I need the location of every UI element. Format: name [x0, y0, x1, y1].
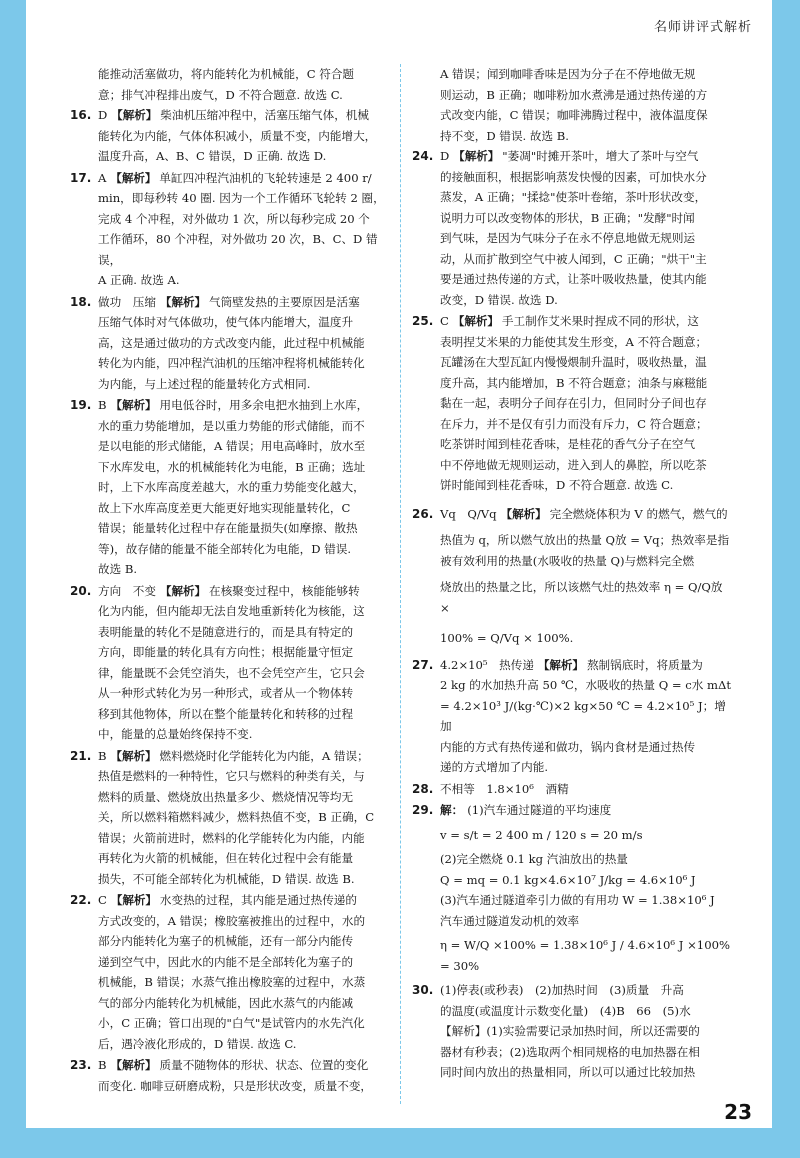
answer-30: 30. (1)停表(或秒表) (2)加热时间 (3)质量 升高 的温度(或温度计示数变化量) (4)B 66 (5)水 【解析】(1)实验需要记录加热时间，所以还需要的 器材有秒表；(2)选取两个相同规格的电加热器在相 同时间内放出的热量相同，所以可以通过比较加热 — [412, 983, 700, 1079]
answer-22: 22. C 【解析】 水变热的过程，其内能是通过热传递的 方式改变的，A 错误；橡胶塞被推出的过程中，水的 部分内能转化为塞子的机械能，还有一部分内能传 递到空气中，因此水的内能不是全部转化为塞子的 机械能，B 错误；水蒸气推出橡胶塞的过程中，水蒸 气的部分内能转化为机械能，因此水蒸气的内能减 小，C 正确；管口出现的"白气"是试管内的水先汽化 后，遇冷液化形成的，D 错误. 故选 C. — [70, 893, 366, 1051]
answer-18: 18. 做功 压缩 【解析】 气筒壁发热的主要原因是活塞 压缩气体时对气体做功，使气体内能增大，温度升 高，这是通过做功的方式改变内能，此过程中机械能 转化为内能，四冲程汽油机的压缩冲程将机械能转化 为内能，与上述过程的能量转化方式相同. — [70, 294, 365, 391]
left-column — [70, 64, 390, 1097]
answer-20: 20. 方向 不变 【解析】 在核聚变过程中，核能能够转 化为内能，但内能却无法自发地重新转化为核能，这 表明能量的转化不是随意进行的，而是具有特定的 方向，即能量的转化具有方向性；根据能量守恒定 律，能量既不会凭空消失，也不会凭空产生，它只会 从一种形式转化为另一种形式，或者从一个物体转 移到其他物体，所以在整个能量转化和转移的过程 中，能量的总量始终保持不变. — [70, 583, 365, 741]
answer-21: 21. B 【解析】 燃料燃烧时化学能转化为内能，A 错误； 热值是燃料的一种特性，它只与燃料的种类有关，与 燃料的质量、燃烧放出热量多少、燃烧情况等均无 关，所以燃料箱燃料减少，燃料热值不变，B 正确，C 错误；火箭前进时，燃料的化学能转化为内能，内能 再转化为火箭的机械能，但在转化过程中会有能量 损失，不可能全部转化为机械能，D 错误. 故选 B. — [70, 748, 375, 886]
continued-text: 能推动活塞做功，将内能转化为机械能，C 符合题 意；排气冲程排出废气，D 不符合题意. 故选 C. — [98, 67, 355, 102]
continued-text: A 错误；闻到咖啡香味是因为分子在不停地做无规 则运动，B 正确；咖啡粉加水煮沸是通过热传递的方 式改变内能，C 错误；咖啡沸腾过程中，液体温度保 持不变，D 错误. 故选 B. — [440, 67, 708, 143]
answer-16: 16. D 【解析】 柴油机压缩冲程中，活塞压缩气体，机械 能转化为内能，气体体积减小，质量不变，内能增大， 温度升高，A、B、C 错误，D 正确. 故选 D. — [70, 108, 377, 163]
answer-26: 26. Vq Q/Vq 【解析】 完全燃烧体积为 V 的燃气，燃气的 热值为 q，所以燃气放出的热量 Q放 = Vq；热效率是指 被有效利用的热量(水吸收的热量 Q)与燃料完全燃 烧放出的热量之比，所以该燃气灶的热效率 η = Q/Q放 × 100% = Q/Vq × 100%. — [412, 506, 730, 645]
answer-17: 17. A 【解析】 单缸四冲程汽油机的飞轮转速是 2 400 r/ min，即每秒转 40 圈. 因为一个工作循环飞轮转 2 圈， 完成 4 个冲程，对外做功 1 次，所以每秒完成 20 个 工作循环，80 个冲程，对外做功 20 次，B、C、D 错误， A 正确. 故选 A. — [70, 170, 385, 287]
answer-24: 24. D 【解析】 "萎凋"时摊开茶叶，增大了茶叶与空气 的接触面积，根据影响蒸发快慢的因素，可加快水分 蒸发，A 正确；"揉捻"使茶叶卷缩，茶叶形状改变， 说明力可以改变物体的形状，B 正确；"发酵"时闻 到气味，是因为气味分子在永不停息地做无规则运 动，从而扩散到空气中被人闻到，C 正确；"烘干"主 要是通过热传递的方式，让茶叶吸收热量，使其内能 改变，D 错误. 故选 D. — [412, 149, 707, 307]
page-number: 23 — [724, 1100, 752, 1124]
left-border — [0, 0, 26, 1158]
bottom-border — [0, 1128, 800, 1158]
right-border — [772, 0, 800, 1158]
answer-23: 23. B 【解析】 质量不随物体的形状、状态、位置的变化 而变化. 咖啡豆研磨成粉，只是形状改变，质量不变， — [70, 1058, 373, 1093]
answer-19: 19. B 【解析】 用电低谷时，用多余电把水抽到上水库， 水的重力势能增加，是以重力势能的形式储能，而不 是以电能的形式储能，A 错误；用电高峰时，放水至 下水库发电，水的机械能转化为电能，B 正确；选址 时，上下水库高度差越大，水的重力势能变化越大， 故上下水库高度差更大能更好地实现能量转化，C 错误；能量转化过程中存在能量损失(如摩擦、散热 等)，故存储的能量不能全部转化为电能，D 错误. 故选 B. — [70, 398, 369, 576]
column-divider — [400, 64, 401, 1104]
right-column — [412, 64, 732, 1084]
answer-28: 28. 不相等 1.8×10⁶ 酒精 — [412, 781, 569, 796]
answer-25: 25. C 【解析】 手工制作艾米果时捏成不同的形状，这 表明捏艾米果的力能使其发生形变，A 不符合题意； 瓦罐汤在大型瓦缸内慢慢煨制升温时，吸收热量，温 度升高，其内能增加，B 不符合题意；油条与麻糍能 黏在一起，表明分子间存在引力，但同时分子间也存 在斥力，并不是仅有引力而没有斥力，C 符合题意； 吃茶饼时闻到桂花香味，是桂花的香气分子在空气 中不停地做无规则运动，进入到人的鼻腔，所以吃茶 饼时能闻到桂花香味，D 不符合题意. 故选 C. — [412, 314, 708, 492]
answer-27: 27. 4.2×10⁵ 热传递 【解析】 熬制锅底时，将质量为 2 kg 的水加热升高 50 ℃，水吸收的热量 Q = c水 mΔt = 4.2×10³ J/(kg·℃)×2 kg×50 ℃ = 4.2×10⁵ J；增加 内能的方式有热传递和做功，锅内食材是通过热传 递的方式增加了内能. — [412, 657, 732, 774]
answer-29: 29. 解： (1)汽车通过隧道的平均速度 v = s/t = 2 400 m / 120 s = 20 m/s (2)完全燃烧 0.1 kg 汽油放出的热量 Q = mq = 0.1 kg×4.6×10⁷ J/kg = 4.6×10⁶ J (3)汽车通过隧道牵引力做的有用功 W = 1.38×10⁶ J 汽车通过隧道发动机的效率 η = W/Q ×100% = 1.38×10⁶ J / 4.6×10⁶ J ×100% = 30% — [412, 803, 730, 973]
header-title: 名师讲评式解析 — [653, 20, 752, 35]
